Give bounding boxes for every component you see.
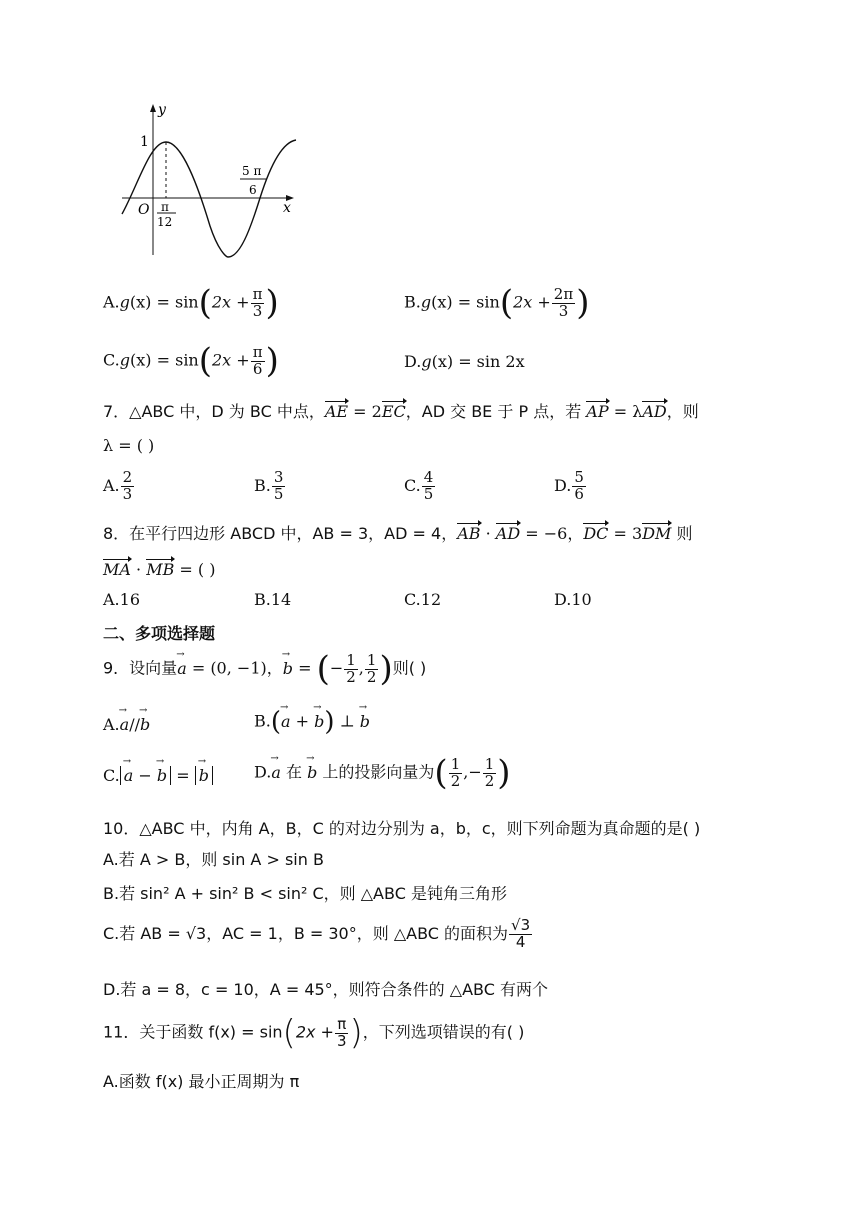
one-label: 1: [140, 134, 149, 150]
q8-stem-line2: MA · MB = ( ): [103, 560, 216, 579]
q9-option-b: B.(a → + b →) ⊥ b →: [254, 709, 370, 735]
tick-pi12-num: π: [161, 200, 169, 214]
sine-graph: [100, 100, 310, 265]
q9-option-c: C. a → − b → = b →: [103, 768, 213, 784]
y-axis-arrow: [150, 104, 156, 112]
q6-option-a: A.g(x) = sin(2x + $\frac{\pi}{3}$ ): [103, 283, 279, 323]
q10-option-c: C.若 AB = √3，AC = 1，B = 30°，则 △ABC 的面积为 $\frac{√3}{4}$: [103, 916, 531, 951]
q8-option-c: C.12: [404, 590, 442, 609]
q11-option-a: A.函数 f(x) 最小正周期为 π: [103, 1072, 300, 1091]
q8-option-b: B.14: [254, 590, 292, 609]
q7-option-a: A. $\frac{2}{3}$: [103, 468, 133, 503]
q6-option-d: D.g(x) = sin 2x: [404, 352, 525, 371]
x-label: x: [283, 200, 291, 216]
y-label: y: [158, 102, 166, 118]
q10-option-a: A.若 A > B，则 sin A > sin B: [103, 850, 324, 869]
q7-option-d: D. $\frac{5}{6}$: [554, 468, 584, 503]
section-heading-multiple-choice: 二、多项选择题: [103, 624, 216, 643]
q7-option-c: C. $\frac{4}{5}$: [404, 468, 434, 503]
q8-option-d: D.10: [554, 590, 592, 609]
q10-option-d: D.若 a = 8，c = 10，A = 45°，则符合条件的 △ABC 有两个: [103, 980, 548, 999]
q11-stem: 11．关于函数 f(x) = sin(2x + $\frac{\pi}{3}$ )，下列选项错误的有( ): [103, 1013, 525, 1053]
tick-pi12-den: 12: [157, 215, 173, 229]
q6-option-b: B.g(x) = sin(2x + $\frac{2\pi}{3}$ ): [404, 283, 590, 323]
q9-stem: 9．设向量a → = (0, −1)，b → = (− $\frac{1}{2}$ , $\frac{1}{2}$ )则( ): [103, 652, 426, 686]
q10-option-b: B.若 sin² A + sin² B < sin² C，则 △ABC 是钝角三角形: [103, 884, 507, 903]
q9-option-a: A.a →//b →: [103, 717, 150, 733]
origin-label: O: [138, 202, 150, 218]
q9-option-d: D.a → 在 b → 上的投影向量为( $\frac{1}{2}$ ,− $\frac{1}{2}$ ): [254, 756, 511, 790]
tick-5pi6-den: 6: [249, 183, 257, 197]
q10-stem: 10．△ABC 中，内角 A，B，C 的对边分别为 a，b，c，则下列命题为真命题的是( ): [103, 819, 701, 838]
q7-option-b: B. $\frac{3}{5}$: [254, 468, 284, 503]
q8-stem-line1: 8．在平行四边形 ABCD 中，AB = 3，AD = 4，AB · AD = −6，DC = 3DM 则: [103, 524, 693, 543]
q7-stem-line2: λ = ( ): [103, 436, 155, 455]
tick-5pi6-num: 5 π: [242, 164, 262, 178]
q7-stem-line1: 7．△ABC 中，D 为 BC 中点，AE = 2EC，AD 交 BE 于 P 点，若 AP = λAD，则: [103, 402, 699, 421]
q8-option-a: A.16: [103, 590, 140, 609]
q6-option-c: C.g(x) = sin(2x + $\frac{\pi}{6}$ ): [103, 341, 279, 381]
